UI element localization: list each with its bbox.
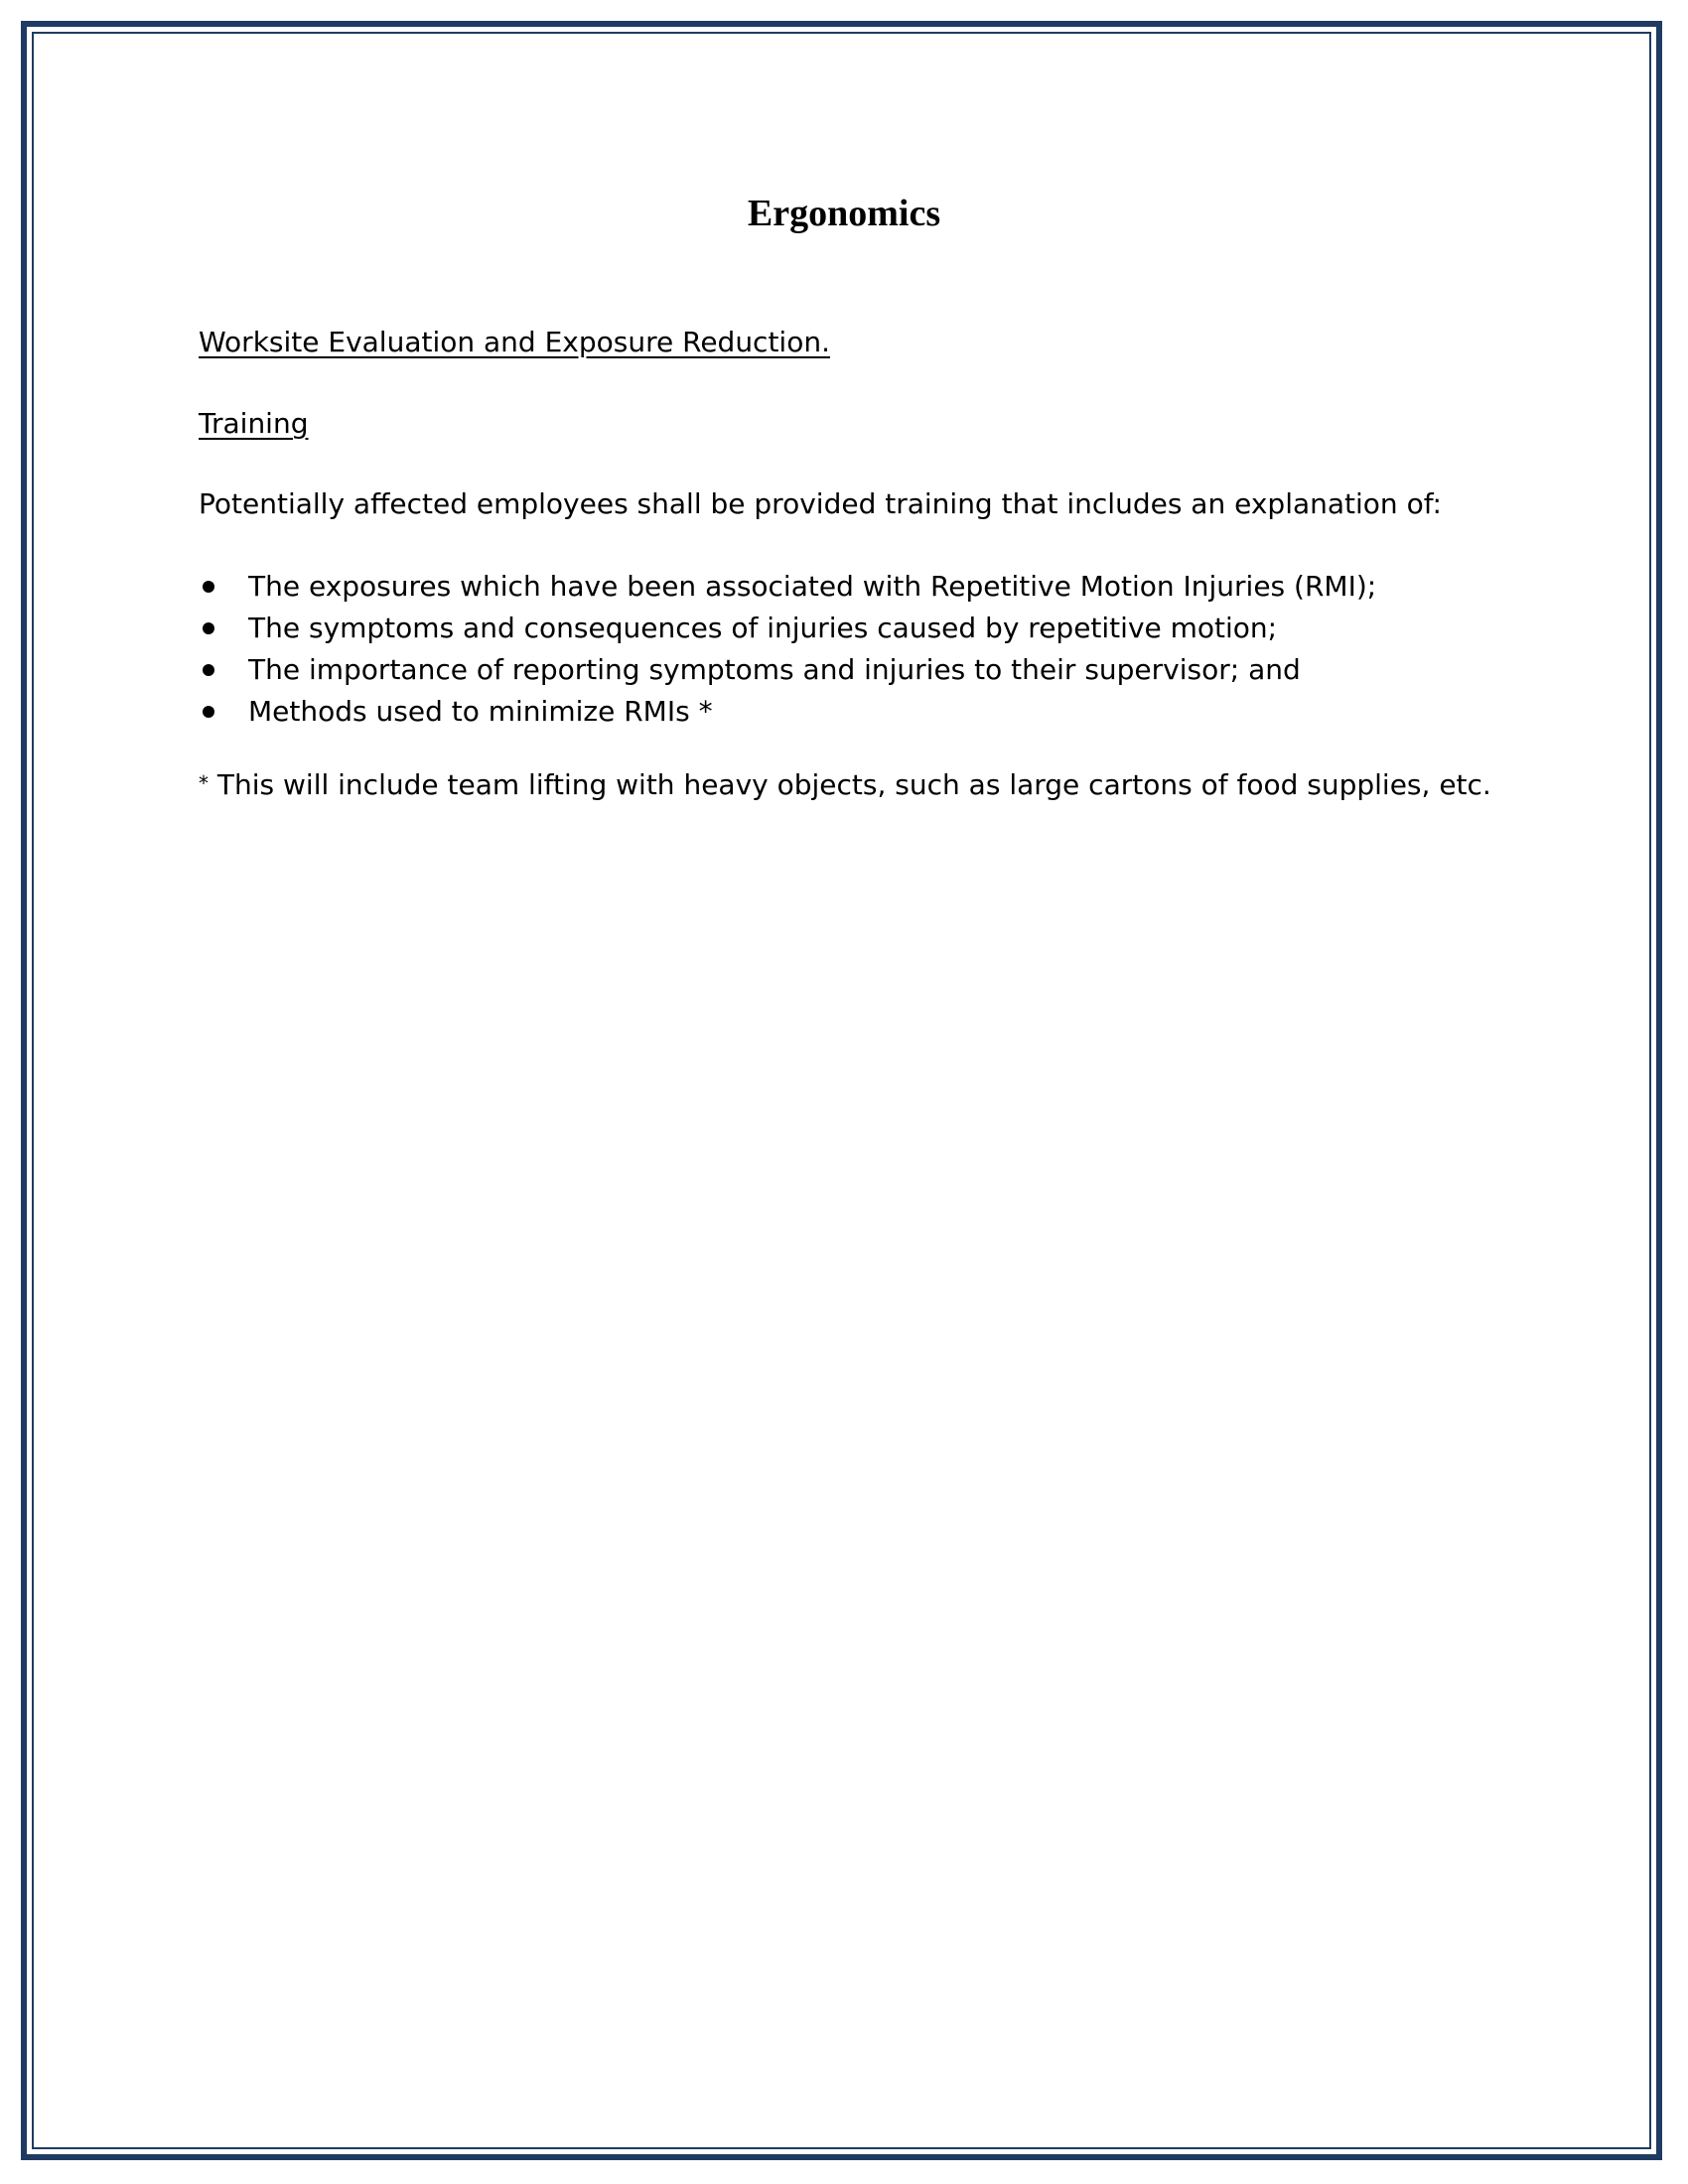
- subsection-heading: Training: [199, 407, 309, 440]
- footnote-marker: *: [199, 771, 209, 795]
- list-item-text: The symptoms and consequences of injuries caused by repetitive motion;: [248, 612, 1278, 644]
- section-heading: Worksite Evaluation and Exposure Reduction.: [199, 326, 830, 358]
- footnote-text: This will include team lifting with heavy objects, such as large cartons of food supplies, etc.: [209, 768, 1491, 801]
- bullet-icon: [203, 581, 214, 593]
- intro-paragraph: Potentially affected employees shall be provided training that includes an explanation of:: [199, 487, 1442, 520]
- list-item-text: The importance of reporting symptoms and injuries to their supervisor; and: [248, 653, 1301, 686]
- bullet-icon: [203, 706, 214, 718]
- page-title: Ergonomics: [747, 193, 941, 234]
- list-item-text: Methods used to minimize RMIs *: [248, 695, 713, 728]
- footnote: [199, 762, 1491, 806]
- list-item-text: The exposures which have been associated with Repetitive Motion Injuries (RMI);: [248, 570, 1377, 603]
- bullet-icon: [203, 622, 214, 634]
- bullet-icon: [203, 664, 214, 676]
